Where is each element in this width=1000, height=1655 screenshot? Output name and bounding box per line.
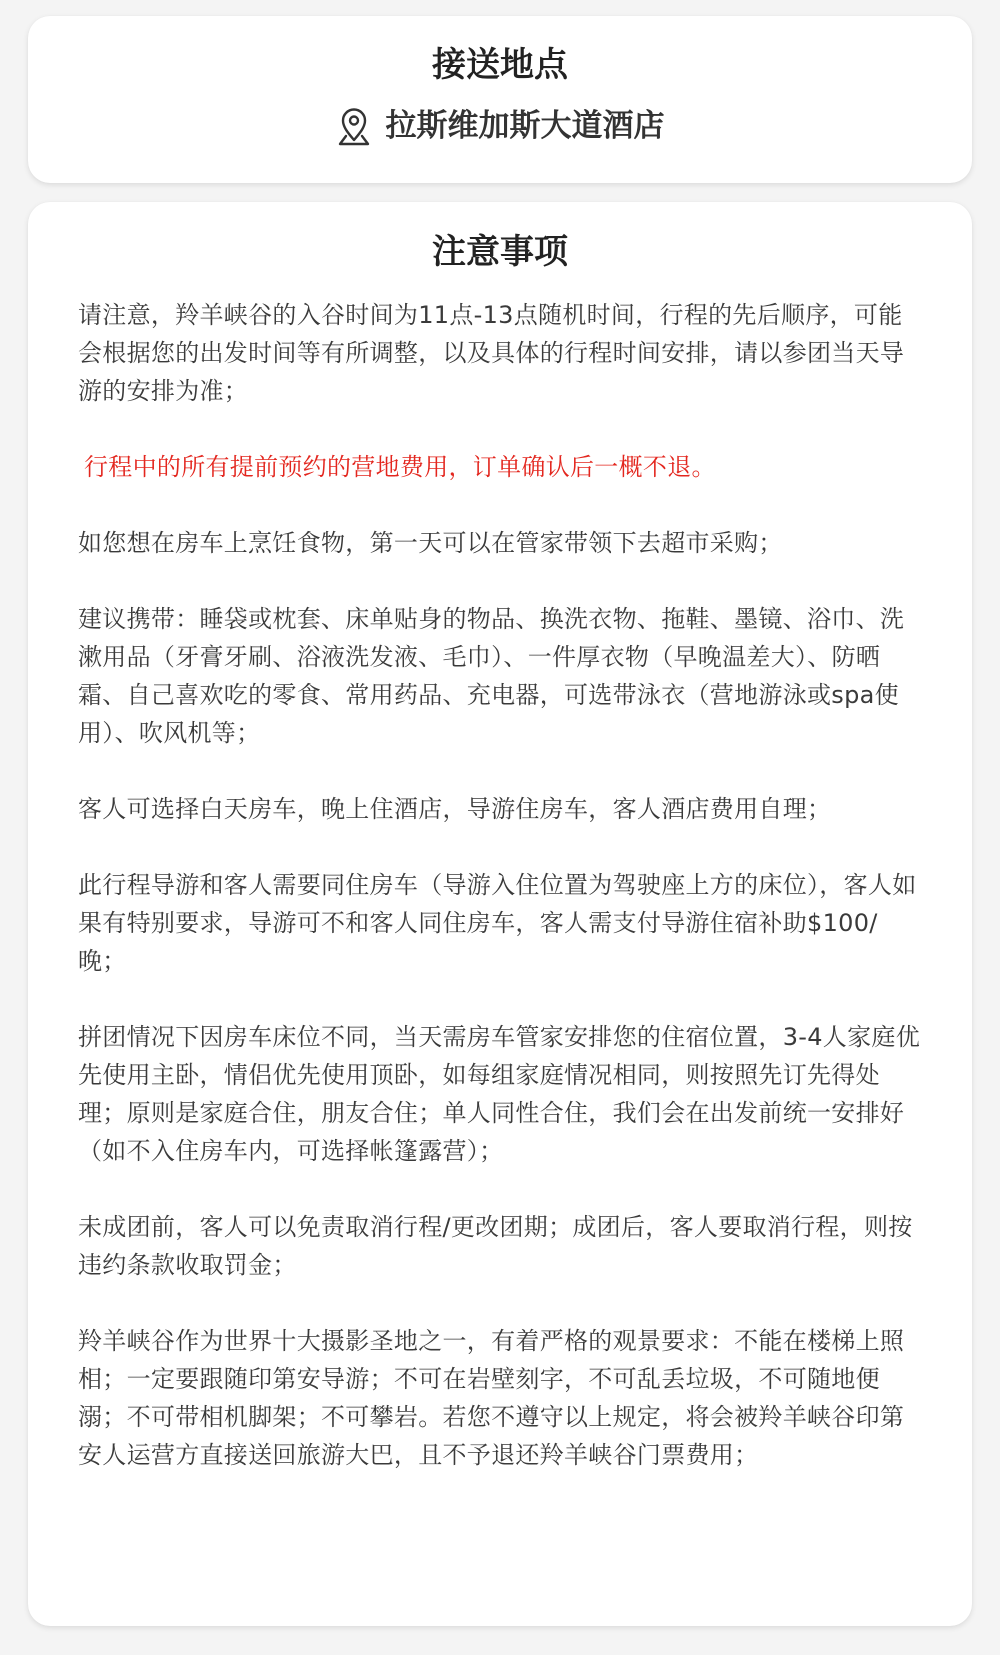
pickup-title: 接送地点 xyxy=(432,45,568,85)
pickup-location-row xyxy=(28,104,972,148)
note-item: 未成团前，客人可以免责取消行程/更改团期；成团后，客人要取消行程，则按违约条款收取罚金； xyxy=(78,1213,913,1279)
note-item: 此行程导游和客人需要同住房车（导游入住位置为驾驶座上方的床位），客人如果有特别要求，导游可不和客人同住房车，客人需支付导游住宿补助$100/晚； xyxy=(78,871,917,975)
location-pin-icon xyxy=(336,106,372,146)
note-item: 客人可选择白天房车，晚上住酒店，导游住房车，客人酒店费用自理； xyxy=(78,795,832,823)
notes-card xyxy=(28,202,972,1626)
note-item: 建议携带：睡袋或枕套、床单贴身的物品、换洗衣物、拖鞋、墨镜、浴巾、洗漱用品（牙膏牙刷、浴液洗发液、毛巾）、一件厚衣物（早晚温差大）、防晒霜、自己喜欢吃的零食、常用药品、充电器，可选带泳衣（营地游泳或spa使用）、吹风机等； xyxy=(78,605,905,747)
notes-list xyxy=(78,296,922,1474)
note-item: 羚羊峡谷作为世界十大摄影圣地之一，有着严格的观景要求：不能在楼梯上照相；一定要跟随印第安导游；不可在岩壁刻字，不可乱丢垃圾，不可随地便溺；不可带相机脚架；不可攀岩。若您不遵守以上规定，将会被羚羊峡谷印第安人运营方直接送回旅游大巴，且不予退还羚羊峡谷门票费用； xyxy=(78,1327,905,1469)
note-item-warning: 行程中的所有提前预约的营地费用，订单确认后一概不退。 xyxy=(84,453,716,481)
note-item: 请注意，羚羊峡谷的入谷时间为11点-13点随机时间，行程的先后顺序，可能会根据您的出发时间等有所调整，以及具体的行程时间安排，请以参团当天导游的安排为准； xyxy=(78,301,905,405)
notes-title: 注意事项 xyxy=(432,232,568,272)
note-item: 拼团情况下因房车床位不同，当天需房车管家安排您的住宿位置，3-4人家庭优先使用主卧，情侣优先使用顶卧，如每组家庭情况相同，则按照先订先得处理；原则是家庭合住，朋友合住；单人同性合住，我们会在出发前统一安排好（如不入住房车内，可选择帐篷露营）； xyxy=(78,1023,920,1165)
pickup-card xyxy=(28,16,972,183)
pickup-location: 拉斯维加斯大道酒店 xyxy=(385,108,665,144)
note-item: 如您想在房车上烹饪食物，第一天可以在管家带领下去超市采购； xyxy=(78,529,783,557)
